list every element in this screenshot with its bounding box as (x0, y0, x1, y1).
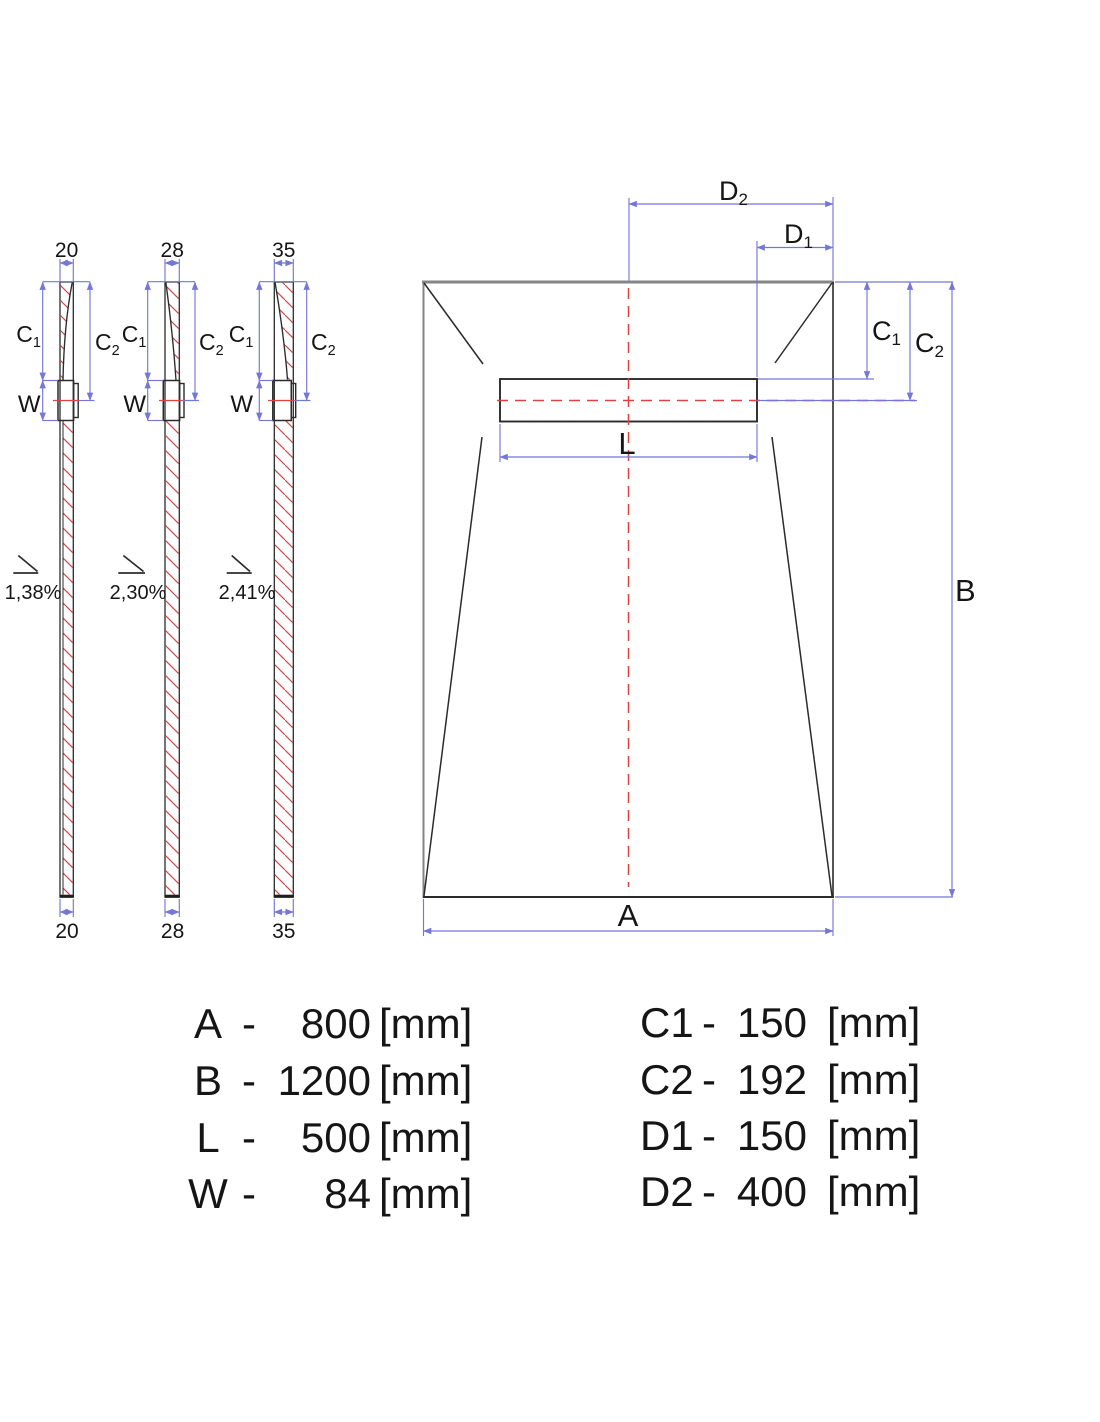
param-unit: [mm] (827, 999, 921, 1046)
c1-label: $C_1$ (16, 321, 41, 351)
c2-label: C2 (915, 328, 944, 361)
table-row-c2 (640, 1056, 920, 1103)
table-row-l (196, 1114, 472, 1161)
profile-2-slope (110, 556, 167, 605)
param-unit: [mm] (827, 1168, 921, 1215)
b-label: B (955, 573, 976, 608)
param-value: 84 (324, 1170, 371, 1217)
separator: - (702, 1168, 716, 1215)
w-label: W (230, 391, 253, 418)
plan-dimensions (424, 197, 954, 936)
profile-2-drawing (163, 282, 184, 898)
table-row-d1 (640, 1112, 920, 1159)
width-bottom-label: 28 (160, 920, 185, 943)
profile-section-3 (219, 239, 336, 943)
plan-labels (618, 176, 976, 933)
param-unit: [mm] (379, 1000, 473, 1047)
separator: - (702, 1056, 716, 1103)
slope-value: 1,38% (4, 582, 62, 604)
param-unit: [mm] (379, 1170, 473, 1217)
slope-value: 2,41% (218, 582, 276, 604)
table-row-w (188, 1170, 472, 1217)
width-top-label: 20 (54, 239, 79, 262)
fold-line-top-right (775, 283, 832, 363)
c1-label: $C_1$ (228, 321, 254, 351)
profile-3-slope (219, 556, 276, 605)
separator: - (242, 1170, 256, 1217)
separator: - (242, 1057, 256, 1104)
width-bottom-label: 35 (272, 920, 296, 943)
d1-label: D1 (784, 219, 813, 252)
table-row-b (194, 1057, 472, 1104)
param-unit: [mm] (827, 1056, 921, 1103)
a-label: A (617, 898, 639, 933)
c1-label: $C_1$ (121, 321, 147, 351)
c2-label: $C_2$ (95, 329, 120, 359)
w-label: W (17, 391, 41, 418)
width-bottom-label: 20 (55, 920, 79, 943)
param-name: B (193, 1057, 223, 1104)
plan-outline (422, 281, 834, 898)
param-value: 400 (736, 1168, 807, 1215)
width-top-label: 35 (272, 239, 296, 262)
c2-label: $C_2$ (199, 329, 224, 359)
separator: - (702, 999, 716, 1046)
param-value: 192 (736, 1056, 807, 1103)
param-name: A (193, 1000, 223, 1047)
param-name: C2 (640, 1056, 694, 1103)
param-value: 150 (736, 999, 807, 1046)
table-row-d2 (640, 1168, 920, 1215)
l-label: L (618, 426, 636, 461)
param-unit: [mm] (379, 1114, 473, 1161)
table-right-column (640, 999, 920, 1215)
plan-centerlines (497, 288, 915, 887)
separator: - (242, 1114, 256, 1161)
slope-value: 2,30% (109, 582, 167, 604)
bottom-edge-cap (165, 895, 180, 898)
profile-1-slope (5, 556, 62, 605)
c2-label: $C_2$ (311, 329, 336, 359)
separator: - (702, 1112, 716, 1159)
table-row-c1 (640, 999, 920, 1046)
dimension-table (188, 999, 920, 1217)
profile-section-1 (5, 239, 120, 943)
table-left-column (188, 1000, 472, 1217)
param-value: 800 (300, 1000, 371, 1047)
width-top-label: 28 (160, 239, 184, 262)
bottom-edge-cap (60, 895, 74, 898)
param-name: L (196, 1114, 220, 1161)
param-name: C1 (640, 999, 694, 1046)
plan-view (422, 176, 976, 936)
separator: - (242, 1000, 256, 1047)
param-name: D2 (640, 1168, 694, 1215)
c1-label: C1 (872, 316, 901, 349)
table-row-a (194, 1000, 472, 1047)
slope-symbol (123, 556, 143, 572)
profile-3-drawing (273, 282, 296, 898)
slope-symbol (18, 556, 37, 572)
bottom-edge-cap (274, 895, 294, 898)
fold-line-bottom-right (772, 437, 832, 896)
param-name: W (188, 1170, 228, 1217)
param-name: D1 (640, 1112, 694, 1159)
param-unit: [mm] (379, 1057, 473, 1104)
fold-line-top-left (424, 283, 483, 364)
w-label: W (123, 391, 146, 418)
param-unit: [mm] (827, 1112, 921, 1159)
param-value: 1200 (277, 1057, 371, 1104)
param-value: 150 (736, 1112, 807, 1159)
fold-line-bottom-left (424, 437, 482, 896)
d2-label: D2 (719, 176, 748, 209)
slope-symbol (232, 556, 250, 572)
param-value: 500 (300, 1114, 371, 1161)
profile-section-2 (110, 239, 224, 943)
